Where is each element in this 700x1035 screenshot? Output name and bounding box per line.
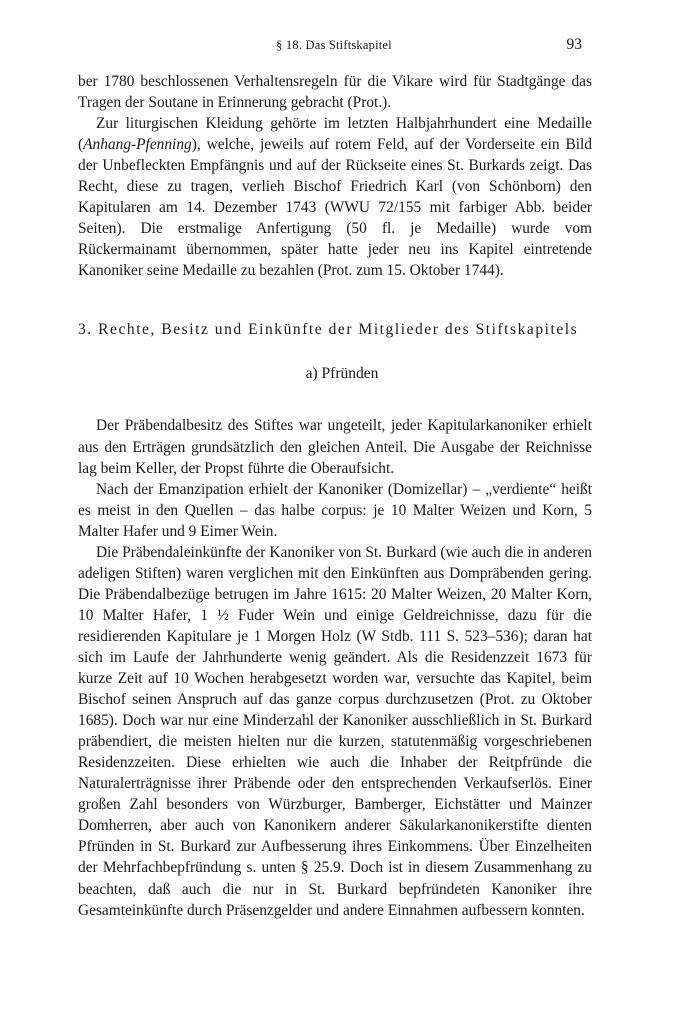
carryover-paragraph: ber 1780 beschlossenen Verhaltensregeln für die Vikare wird für Stadtgänge das Tragen der Soutane in Erinnerung gebracht (Prot.). xyxy=(78,73,592,112)
medaille-text-after: ), welche, jeweils auf rotem Feld, auf der Vorderseite ein Bild der Unbefleckten Empfängnis und auf der Rückseite eines St. Burkards zeigt. Das Recht, diese zu tragen, verlieh Bischof Friedrich Karl (von Schönborn) den Kapitularen am 14. Dezember 1743 (WWU 72/155 mit farbiger Abb. beider Seiten). Die erstmalige Anfertigung (50 fl. je Medaille) wurde vom Rückermainamt übernommen, später hatte jeder neu ins Kapitel eintretende Kanoniker seine Medaille zu bezahlen (Prot. zum 15. Oktober 1744). xyxy=(78,136,592,280)
page-number: 93 xyxy=(566,36,582,53)
body-paragraph-3: Die Präbendaleinkünfte der Kanoniker von St. Burkard (wie auch die in anderen adeligen Stiften) waren verglichen mit den Einkünften aus Dompräbenden gering. Die Präbendalbezüge betrugen im Jahre 1615: 20 Malter Weizen, 20 Malter Korn, 10 Malter Hafer, 1 ½ Fuder Wein und einige Geldreichnisse, dazu für die residierenden Kapitulare je 1 Morgen Holz (W Stdb. 111 S. 523–536); daran hat sich im Laufe der Jahrhunderte wenig geändert. Als die Residenzzeit 1673 für kurze Zeit auf 10 Wochen herabgesetzt worden war, versuchte das Kapitel, beim Bischof seinen Anspruch auf das ganze corpus durchzusetzen (Prot. zu Oktober 1685). Doch war nur eine Minderzahl der Kanoniker ausschließlich in St. Burkard präbendiert, die meisten hielten nur die kurzen, statutenmäßig vorgeschriebenen Residenzzeiten. Diese erhielten wie auch die Inhaber der Reitpfründe die Naturalerträgnisse ihrer Präbende oder den entsprechenden Verkaufserlös. Einer großen Zahl besonders von Würzburger, Bamberger, Eichstätter und Mainzer Domherren, aber auch von Kanonikern anderer Säkularkanonikerstifte dienten Pfründen in St. Burkard zur Aufbesserung ihres Einkommens. Über Einzelheiten der Mehrfachbepfründung s. unten § 25.9. Doch ist in diesem Zusammenhang zu beachten, daß auch die nur in St. Burkard bepfründeten Kanoniker ihre Gesamteinkünfte durch Präsenzgelder und andere Einnahmen aufbessern konnten. xyxy=(78,543,592,919)
body-paragraph-1: Der Präbendalbesitz des Stiftes war ungeteilt, jeder Kapitularkanoniker erhielt aus den Erträgen grundsätzlich den gleichen Anteil. Die Ausgabe der Reichnisse lag beim Keller, der Propst führte die Oberaufsicht. xyxy=(78,417,592,477)
section-gap xyxy=(78,281,592,319)
section-heading: 3. Rechte, Besitz und Einkünfte der Mitglieder des Stiftskapitels xyxy=(78,321,579,339)
subheading-gap xyxy=(78,341,592,363)
page-header xyxy=(78,36,590,56)
page-body xyxy=(78,71,592,921)
medaille-text-before: Zur liturgischen Kleidung gehörte im letzten Halbjahrhundert eine Medaille ( xyxy=(78,115,592,154)
paragraph-gap xyxy=(78,385,592,415)
body-paragraph-2: Nach der Emanzipation erhielt der Kanoniker (Domizellar) – „verdiente“ heißt es meist in den Quellen – das halbe corpus: je 10 Malter Weizen und Korn, 5 Malter Hafer und 9 Eimer Wein. xyxy=(78,480,592,540)
medaille-term: Anhang-Pfenning xyxy=(83,136,192,154)
medaille-paragraph xyxy=(78,113,592,281)
running-head: § 18. Das Stiftskapitel xyxy=(276,38,392,52)
subsection-heading: a) Pfründen xyxy=(305,365,379,383)
